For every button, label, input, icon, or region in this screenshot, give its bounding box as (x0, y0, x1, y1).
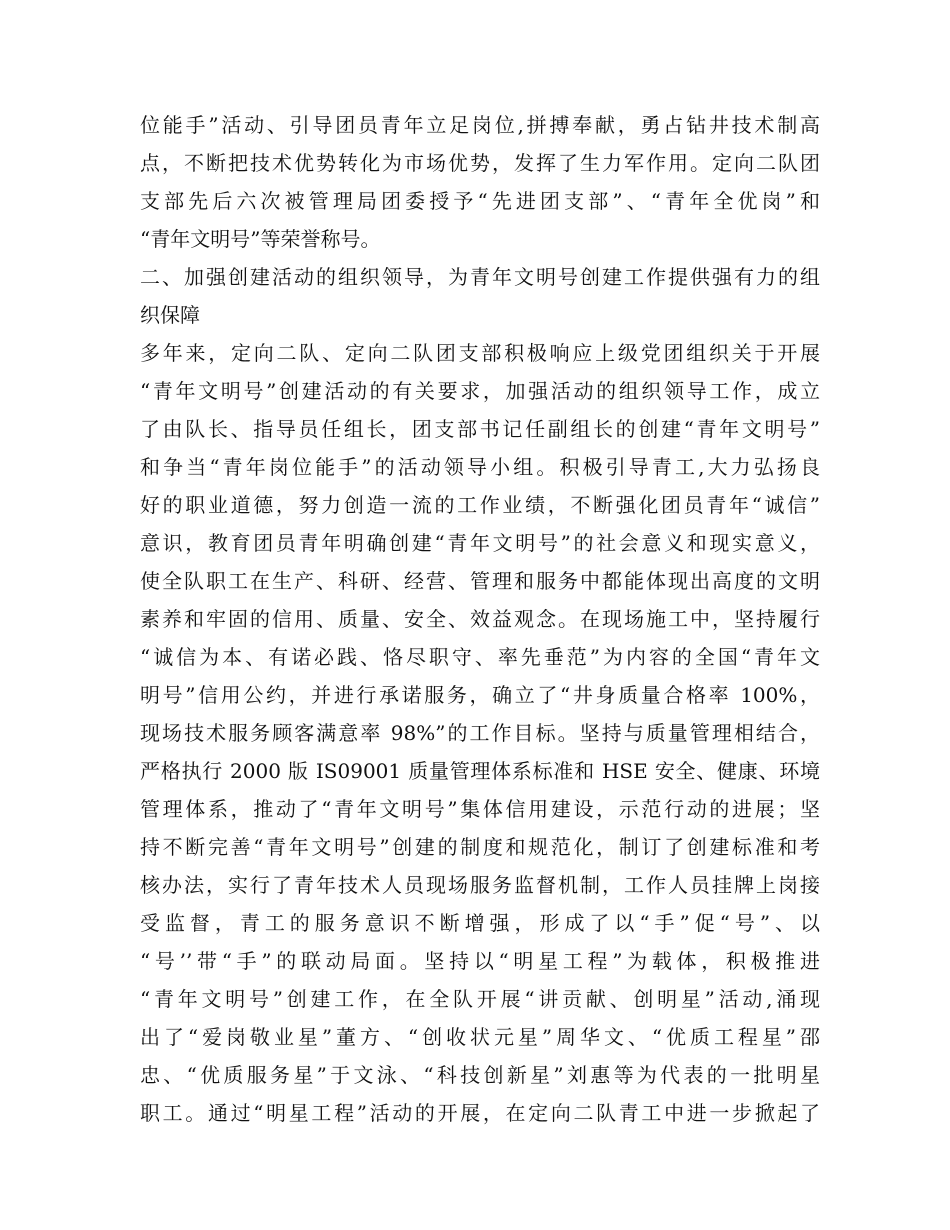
text-line: 了由队长、指导员任组长，团支部书记任副组长的创建“青年文明号” (140, 417, 820, 441)
text-line: 严格执行 2000 版 IS09001 质量管理体系标准和 HSE 安全、健康、环境 (140, 759, 820, 783)
text-line: 好的职业道德，努力创造一流的工作业绩，不断强化团员青年“诚信” (140, 493, 820, 517)
text-line: 出了“爱岗敬业星”董方、“创收状元星”周华文、“优质工程星”邵 (140, 1025, 820, 1049)
text-line: 受监督，青工的服务意识不断增强，形成了以“手”促“号”、以 (140, 911, 820, 935)
text-line: 和争当“青年岗位能手”的活动领导小组。积极引导青工,大力弘扬良 (140, 455, 820, 479)
text-line: “青年文明号”创建活动的有关要求，加强活动的组织领导工作，成立 (140, 379, 820, 403)
text-line: 持不断完善“青年文明号”创建的制度和规范化，制订了创建标准和考 (140, 835, 820, 859)
text-line: 支部先后六次被管理局团委授予“先进团支部”、“青年全优岗”和 (140, 189, 820, 213)
text-line: 点，不断把技术优势转化为市场优势，发挥了生力军作用。定向二队团 (140, 151, 820, 175)
text-line: 现场技术服务顾客满意率 98%”的工作目标。坚持与质量管理相结合， (140, 721, 820, 745)
section-heading-line: 织保障 (140, 303, 200, 327)
text-line: 核办法，实行了青年技术人员现场服务监督机制，工作人员挂牌上岗接 (140, 873, 820, 897)
text-line: 明号”信用公约，并进行承诺服务，确立了“井身质量合格率 100%， (140, 683, 820, 707)
text-line: 管理体系，推动了“青年文明号”集体信用建设，示范行动的进展；坚 (140, 797, 820, 821)
text-line: “青年文明号”创建工作，在全队开展“讲贡献、创明星”活动,涌现 (140, 987, 820, 1011)
text-line: “青年文明号”等荣誉称号。 (140, 227, 381, 251)
section-heading-line: 二、加强创建活动的组织领导，为青年文明号创建工作提供强有力的组 (140, 265, 820, 289)
text-line: “号’’带“手”的联动局面。坚持以“明星工程”为载体，积极推进 (140, 949, 820, 973)
text-line: “诚信为本、有诺必践、恪尽职守、率先垂范”为内容的全国“青年文 (140, 645, 820, 669)
text-line: 使全队职工在生产、科研、经营、管理和服务中都能体现出高度的文明 (140, 569, 820, 593)
text-line: 多年来，定向二队、定向二队团支部积极响应上级党团组织关于开展 (140, 341, 820, 365)
text-line: 位能手”活动、引导团员青年立足岗位,拼搏奉献，勇占钻井技术制高 (140, 113, 820, 137)
text-line: 职工。通过“明星工程”活动的开展，在定向二队青工中进一步掀起了 (140, 1101, 820, 1125)
text-line: 忠、“优质服务星”于文泳、“科技创新星”刘惠等为代表的一批明星 (140, 1063, 820, 1087)
text-line: 素养和牢固的信用、质量、安全、效益观念。在现场施工中，坚持履行 (140, 607, 820, 631)
text-line: 意识，教育团员青年明确创建“青年文明号”的社会意义和现实意义， (140, 531, 820, 555)
